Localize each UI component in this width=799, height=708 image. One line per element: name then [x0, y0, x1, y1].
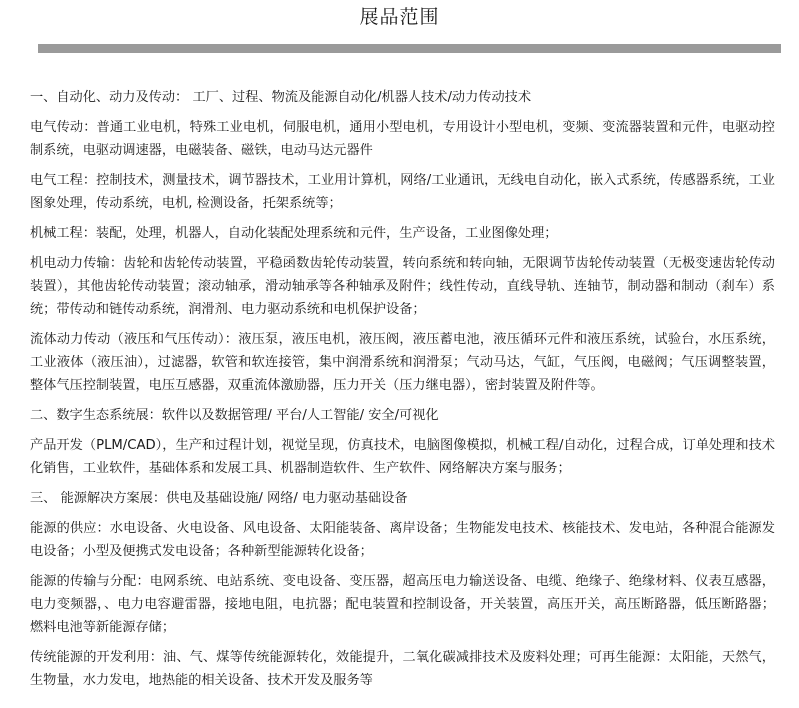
section-heading-digital-ecosystem: 二、数字生态系统展：软件以及数据管理/ 平台/人工智能/ 安全/可视化 — [30, 408, 439, 423]
paragraph-fluid-power: 流体动力传动（液压和气压传动）：液压泵，液压电机，液压阀，液压蓄电池，液压循环元件和液压系统，试验台，水压系统，工业液体（液压油），过滤器，软管和软连接管，集中润滑系统和润滑泵；气动马达，气缸，气压阀，电磁阀；气压调整装置，整体气压控制装置，电压互感器，双重流体激励器，压力开关（压力继电器），密封装置及附件等。 — [30, 332, 775, 393]
section-heading-energy-solutions: 三、 能源解决方案展：供电及基础设施/ 网络/ 电力驱动基础设备 — [30, 491, 408, 506]
paragraph-product-development: 产品开发（PLM/CAD），生产和过程计划，视觉呈现，仿真技术，电脑图像模拟，机械工程/自动化，过程合成，订单处理和技术化销售，工业软件，基础体系和发展工具、机器制造软件、生产软件、网络解决方案与服务； — [30, 438, 775, 476]
paragraph-mechatronic-transmission: 机电动力传输：齿轮和齿轮传动装置，平稳函数齿轮传动装置，转向系统和转向轴，无限调节齿轮传动装置（无极变速齿轮传动装置），其他齿轮传动装置；滚动轴承，滑动轴承等各种轴承及附件；线性传动，直线导轨、连轴节，制动器和制动（刹车）系统；带传动和链传动系统，润滑剂、电力驱动系统和电机保护设备； — [30, 256, 775, 317]
paragraph-electrical-engineering: 电气工程：控制技术，测量技术，调节器技术，工业用计算机，网络/工业通讯，无线电自动化，嵌入式系统，传感器系统，工业图象处理，传动系统，电机, 检测设备，托架系统等； — [30, 173, 775, 211]
paragraph-energy-supply: 能源的供应：水电设备、火电设备、风电设备、太阳能装备、离岸设备；生物能发电技术、核能技术、发电站，各种混合能源发电设备；小型及便携式发电设备；各种新型能源转化设备； — [30, 521, 775, 559]
paragraph-mechanical-engineering: 机械工程：装配，处理，机器人，自动化装配处理系统和元件，生产设备，工业图像处理； — [30, 226, 558, 241]
page-title: 展品范围 — [359, 6, 440, 28]
section-heading-automation: 一、自动化、动力及传动： 工厂、过程、物流及能源自动化/机器人技术/动力传动技术 — [30, 90, 532, 105]
title-divider — [38, 44, 781, 53]
exhibit-scope-content — [30, 86, 775, 699]
paragraph-energy-transmission: 能源的传输与分配：电网系统、电站系统、变电设备、变压器，超高压电力输送设备、电缆、绝缘子、绝缘材料、仪表互感器，电力变频器，、电力电容避雷器，接地电阻，电抗器；配电装置和控制设备，开关装置，高压开关，高压断路器，低压断路器；燃料电池等新能源存储； — [30, 574, 775, 635]
paragraph-electric-drive: 电气传动：普通工业电机，特殊工业电机，伺服电机，通用小型电机，专用设计小型电机，变频、变流器装置和元件，电驱动控制系统，电驱动调速器，电磁装备、磁铁，电动马达元器件 — [30, 120, 775, 158]
paragraph-traditional-energy: 传统能源的开发利用：油、气、煤等传统能源转化，效能提升，二氧化碳减排技术及废料处理；可再生能源：太阳能，天然气，生物量，水力发电，地热能的相关设备、技术开发及服务等 — [30, 650, 775, 688]
